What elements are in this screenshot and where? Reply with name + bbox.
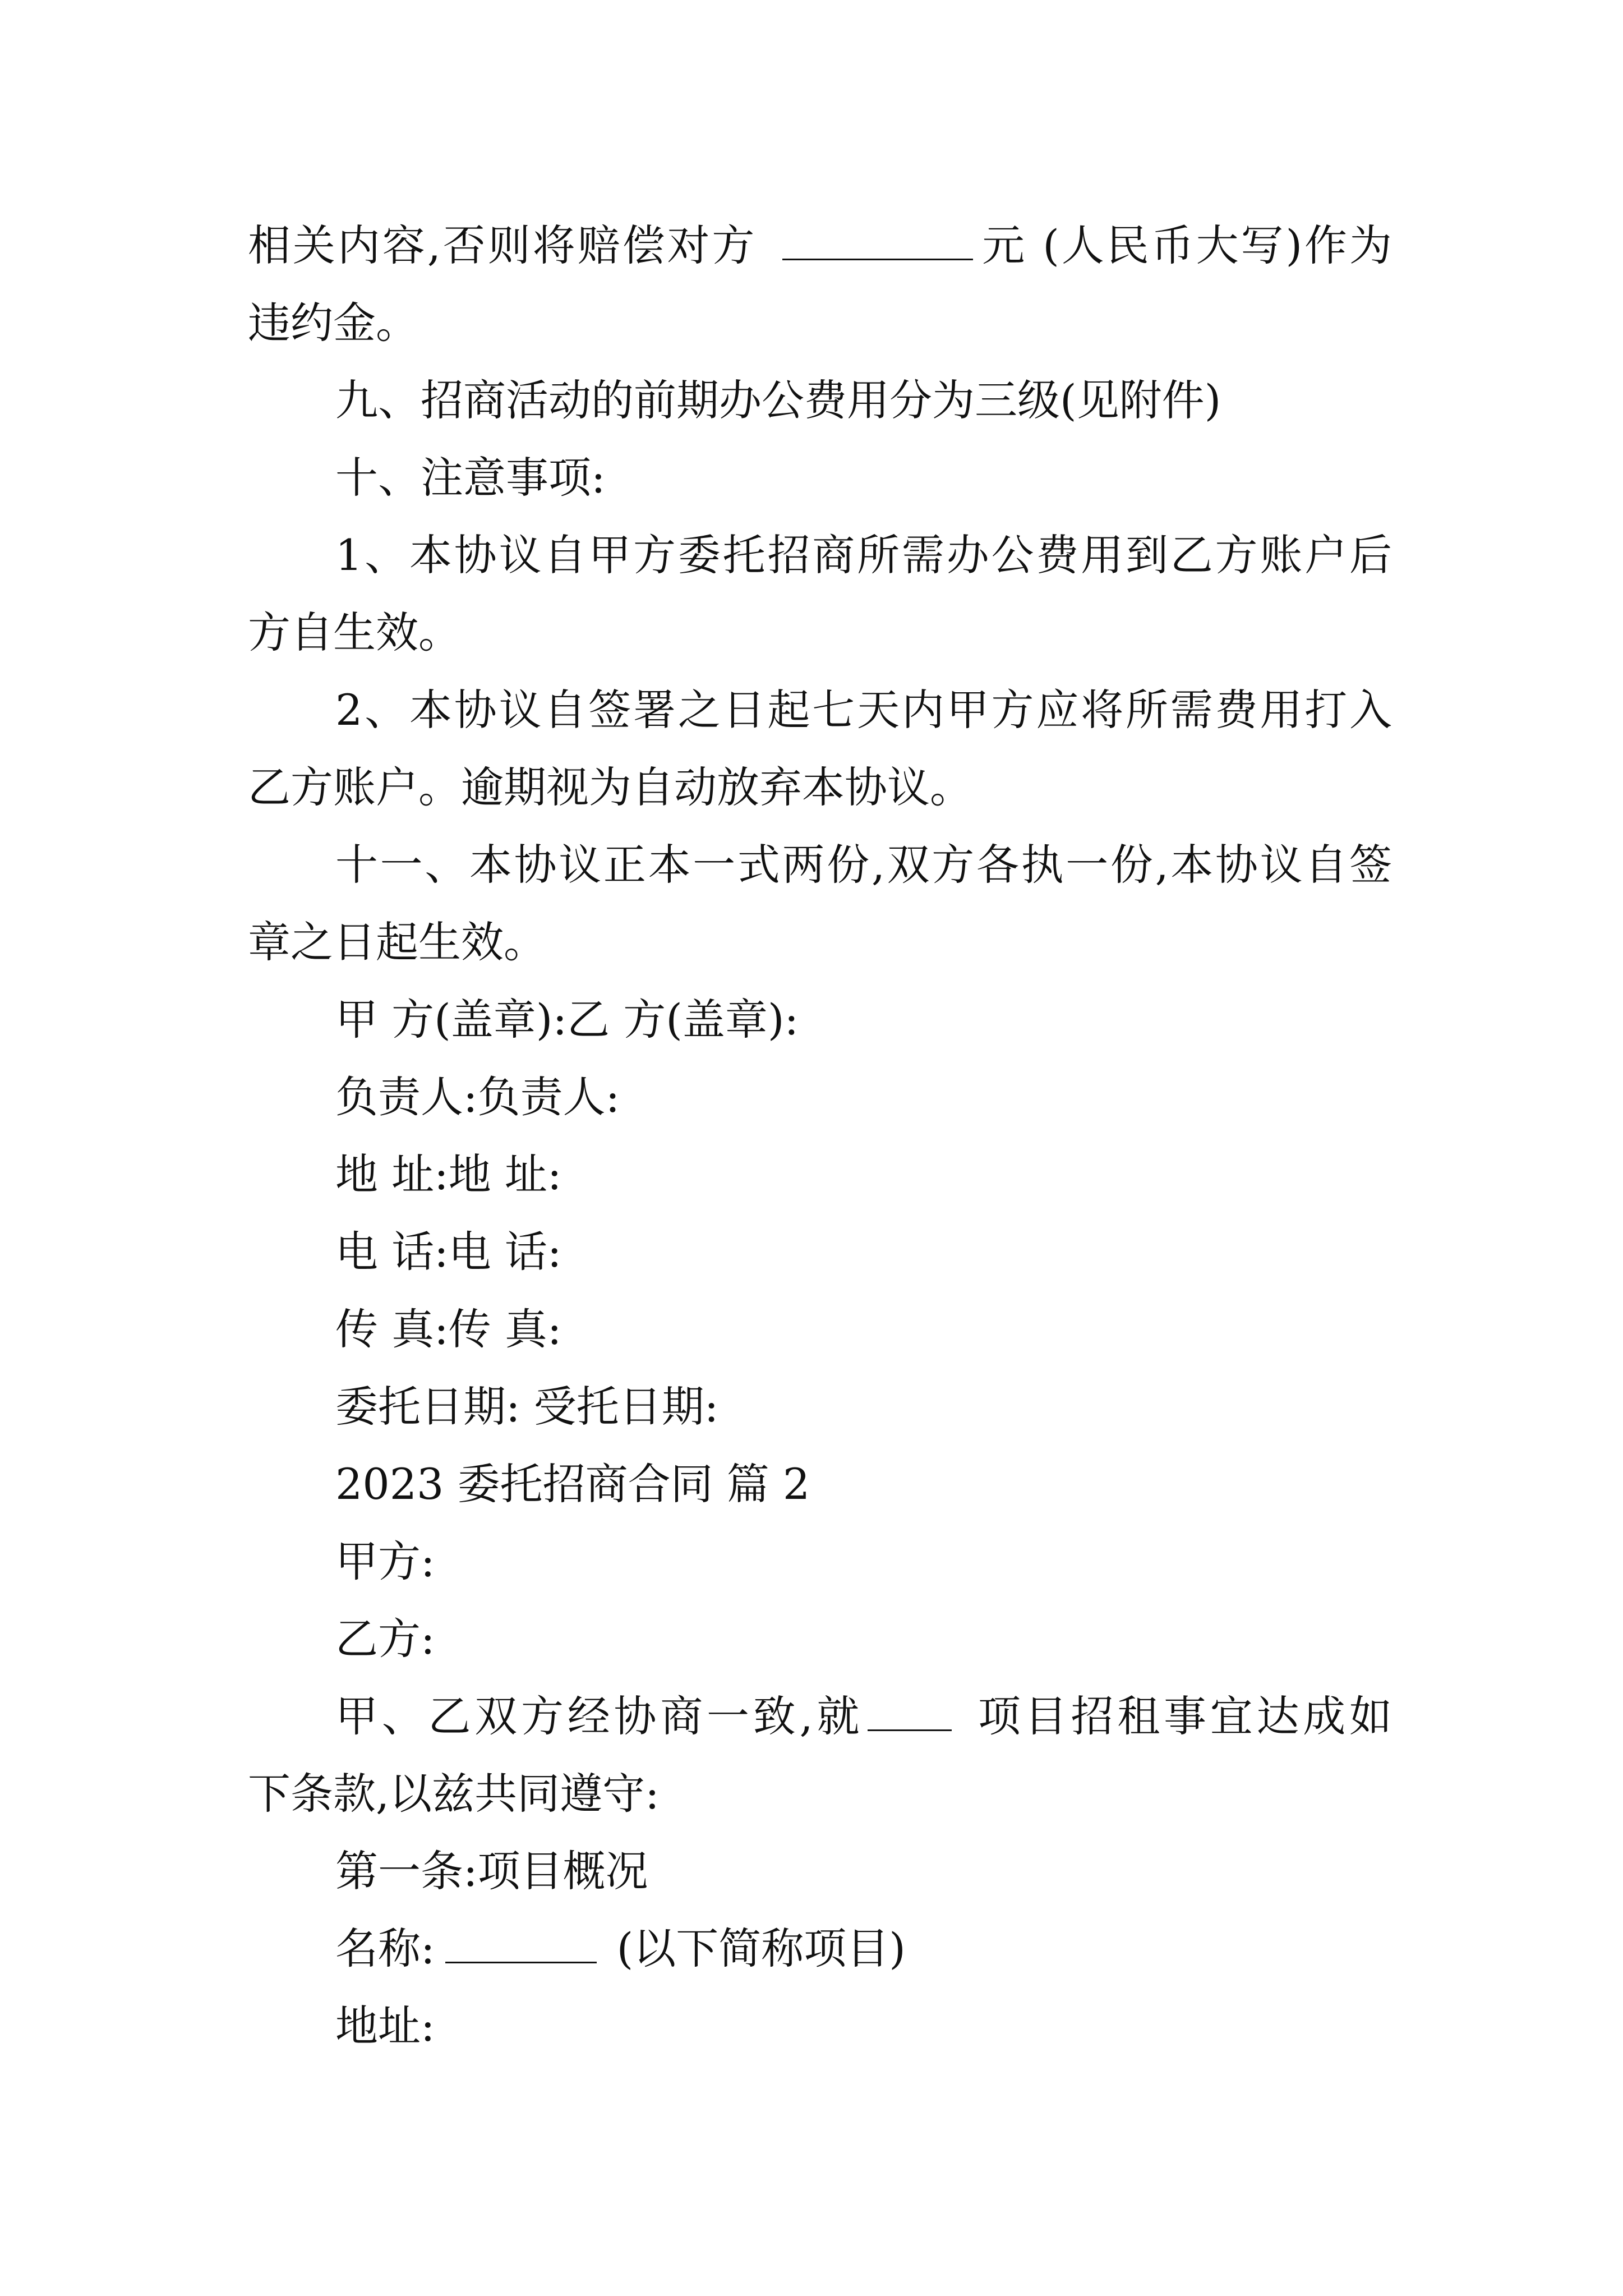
name-blank: [445, 1927, 597, 1963]
article-heading: 第一条:项目概况: [335, 1846, 648, 1896]
text-segment: 名称:: [335, 1924, 435, 1973]
signature-line: 负责人:负责人:: [335, 1072, 620, 1122]
text-segment: 相关内容,否则将赔偿对方: [248, 220, 757, 270]
party-a-line: 甲方:: [335, 1536, 435, 1586]
paragraph-line: [248, 1921, 1392, 1998]
text-segment: 项目招租事宜达成如: [974, 1691, 1392, 1741]
signature-line: 甲 方(盖章):乙 方(盖章):: [335, 995, 799, 1045]
amount-blank: [782, 224, 973, 260]
paragraph-line: 违约金。: [248, 298, 418, 348]
party-b-line: 乙方:: [335, 1614, 435, 1664]
paragraph-line: 十一、本协议正本一式两份,双方各执一份,本协议自签: [335, 840, 1392, 890]
paragraph-line: 2、本协议自签署之日起七天内甲方应将所需费用打入: [335, 685, 1392, 735]
paragraph-line: 九、招商活动的前期办公费用分为三级(见附件): [335, 375, 1221, 425]
paragraph-line: 方自生效。: [248, 608, 461, 657]
text-segment: 甲、乙双方经协商一致,就: [335, 1691, 864, 1741]
paragraph-line: [248, 1688, 1392, 1766]
signature-line: 委托日期: 受托日期:: [335, 1382, 719, 1432]
text-segment: (以下简称项目): [616, 1924, 906, 1973]
paragraph-line: 章之日起生效。: [248, 917, 546, 967]
signature-line: 传 真:传 真:: [335, 1304, 562, 1354]
paragraph-line: 乙方账户。逾期视为自动放弃本协议。: [248, 762, 972, 812]
paragraph-line: 地址:: [335, 2001, 435, 2051]
project-blank: [868, 1695, 952, 1731]
document-body: [248, 218, 1392, 2076]
signature-line: 电 话:电 话:: [335, 1227, 562, 1277]
text-segment: 元 (人民币大写)作为: [980, 220, 1392, 270]
signature-line: 地 址:地 址:: [335, 1149, 562, 1199]
paragraph-line: 1、本协议自甲方委托招商所需办公费用到乙方账户后: [335, 530, 1392, 580]
section-heading: 十、注意事项:: [335, 453, 606, 503]
document-title: 2023 委托招商合同 篇 2: [335, 1459, 810, 1509]
paragraph-line: [248, 218, 1392, 295]
paragraph-line: 下条款,以兹共同遵守:: [248, 1769, 660, 1819]
